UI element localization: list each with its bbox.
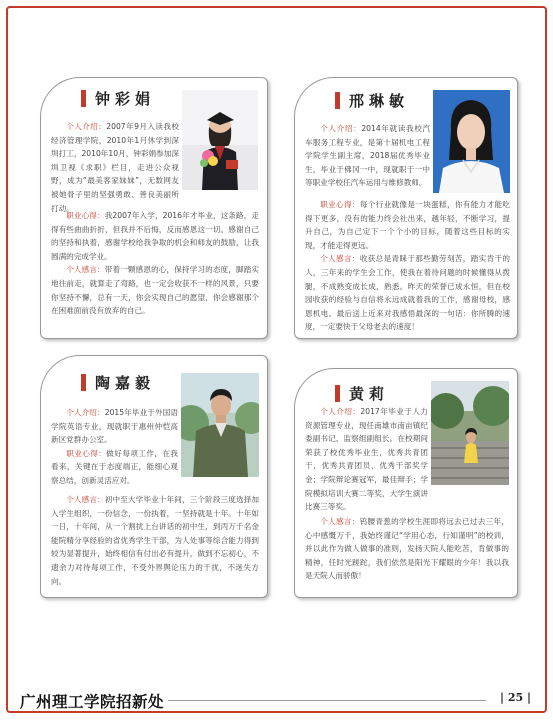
profile-text-wide bbox=[51, 209, 259, 318]
quote-text: 初中至大学毕业十年间，三个阶段三度选择加入学生组织，一份信念，一份执着，一坚持就是十年。十年如一日，十年间，从一个割扰上台讲话的初中生，到丙万千名金能院精分享经验的省优秀学生干部，为人处事等综合能力得到较为显著提升，始终相信有付出必有提升，做到不忘初心，不遗余力对待每项工作，不受外界舆论压力的干扰，不迷失方向。 bbox=[51, 495, 260, 586]
intro-label: 个人介绍： bbox=[66, 408, 105, 417]
id-portrait-photo bbox=[433, 90, 510, 193]
profile-text bbox=[51, 406, 178, 488]
profile-name: 钟彩娟 bbox=[95, 90, 156, 108]
profile-card-3 bbox=[40, 355, 268, 598]
outdoor-stairs-photo bbox=[431, 381, 509, 485]
intro-label: 个人介绍： bbox=[66, 122, 107, 131]
intro-label: 个人介绍： bbox=[320, 124, 362, 133]
intro-text: 2017年毕业于人力资源管理专业，现任南雄市南亩镇纪委副书记、监察组副组长。在校期间荣获了校优秀毕业生，优秀共青团干，优秀共青团员，优秀干部奖学金；学院辩论赛冠军，最佳辩手；学院模拟培训大赛二等奖，大学生演讲比赛三等奖。 bbox=[305, 407, 429, 512]
career-label: 职业心得： bbox=[66, 211, 105, 220]
quote-label: 个人感言： bbox=[66, 265, 105, 275]
outdoor-portrait-photo bbox=[181, 373, 259, 477]
name-accent-bar bbox=[335, 92, 340, 109]
quote-label: 个人感言： bbox=[320, 254, 360, 264]
quote-label: 个人感言： bbox=[320, 517, 360, 526]
intro-text: 2007年9月入读我校经济管理学院，2010年1月休学到深圳打工，2010年10月，钟彩娟参加深圳卫视《求职》栏目，走进公众视野，成为“最美客家妹妹”，无数网友被她骨子里的坚强勇敢、善良美丽所打动。 bbox=[51, 122, 180, 213]
intro-text: 2014年就读我校汽车服务工程专业，是第十届机电工程学院学生副主席，2018届优秀毕业生，毕业于佛冈一中，现就职于一中等职业学校任汽车运用与维修教师。 bbox=[305, 124, 431, 188]
intro-label: 个人介绍： bbox=[320, 407, 361, 416]
career-text: 做好每项工作，在我看来，关键在于态度端正，能细心观察总结，创新灵活应对。 bbox=[51, 448, 179, 485]
footer-divider bbox=[168, 700, 486, 701]
quote-text: 收获总是青睐于那些勤劳刻苦，踏实肯干的人，三年来的学生会工作，使我在着待问题的时候懂得从拨腿，不成熟变成长成，熟悉。昨天的荣誉已成永恒，但在校园收获的经验与自信将永远成就着我的工作，感谢母校，感恩机电。最后送上近来对我感悟最深的一句话：你所腾的速度，一定要快于父母老去的速度！ bbox=[305, 254, 511, 332]
profile-name-tag bbox=[335, 90, 409, 111]
name-accent-bar bbox=[335, 385, 340, 402]
intro-text: 2015年毕业于外国语学院英语专业，现就职于惠州仲恺高新区党群办公室。 bbox=[51, 408, 179, 445]
profile-text bbox=[51, 120, 179, 215]
page-number: | 25 | bbox=[500, 691, 531, 704]
footer-brand: 广州理工学院招新处 bbox=[20, 693, 165, 711]
career-label: 职业心得： bbox=[66, 448, 107, 458]
profile-text-wide bbox=[51, 493, 259, 588]
career-text: 每个行业就像是一块蛋糕，你有能力才能吃得下更多，没有的能力终会社出来，越年轻，不断学习，提升自己，为自己定下一个个小的目标，随着这些目标的实现，才能走得更远。 bbox=[305, 200, 511, 250]
graduation-portrait-photo bbox=[182, 90, 258, 190]
profile-text bbox=[305, 405, 428, 514]
profile-text-wide bbox=[305, 515, 509, 583]
name-accent-bar bbox=[81, 374, 86, 391]
career-label: 职业心得： bbox=[320, 200, 360, 209]
name-accent-bar bbox=[81, 90, 86, 107]
quote-text: 钨腰青葱的学校生涯即将远去已过去三年，心中感慨万千，我始终谨记“学用心态，行知谨明”的校训，并以此作为做人做事的准则，发扬天院人能吃苦，肯做事的精神，任时光蹉跎，我们依然是阳光下耀眼的少年！我以我是天院人而骄傲！ bbox=[305, 517, 510, 581]
career-text: 我2007年入学，2016年才毕业，这条路，走得有些曲曲折折，但我并不后悔，反而感恩这一切。感谢自己的坚持和执着，感谢学校给我争取的机会和师友的鼓励，让我圆满的完成学业。 bbox=[51, 211, 259, 261]
profile-name-tag bbox=[81, 372, 155, 393]
profile-name: 邢琳敏 bbox=[349, 92, 410, 110]
profile-name: 黄莉 bbox=[349, 385, 390, 403]
profile-card-1 bbox=[40, 77, 268, 339]
profile-text bbox=[305, 122, 430, 190]
quote-label: 个人感言： bbox=[66, 495, 105, 504]
quote-text: 带着一颗感恩的心，保持学习的态度，脚踏实地往前走，就算走了弯路，也一定会收获不一样的风景，只要你坚持不懈，总有一天，你会实现自己的愿望，你会感谢那个在困难面前没有放弃的自己。 bbox=[51, 265, 260, 316]
profile-text-wide bbox=[305, 198, 510, 334]
profile-name: 陶嘉毅 bbox=[95, 374, 156, 392]
profile-name-tag bbox=[335, 383, 389, 404]
profile-card-4 bbox=[294, 368, 518, 598]
profile-name-tag bbox=[81, 88, 155, 109]
profile-card-2 bbox=[294, 77, 518, 339]
